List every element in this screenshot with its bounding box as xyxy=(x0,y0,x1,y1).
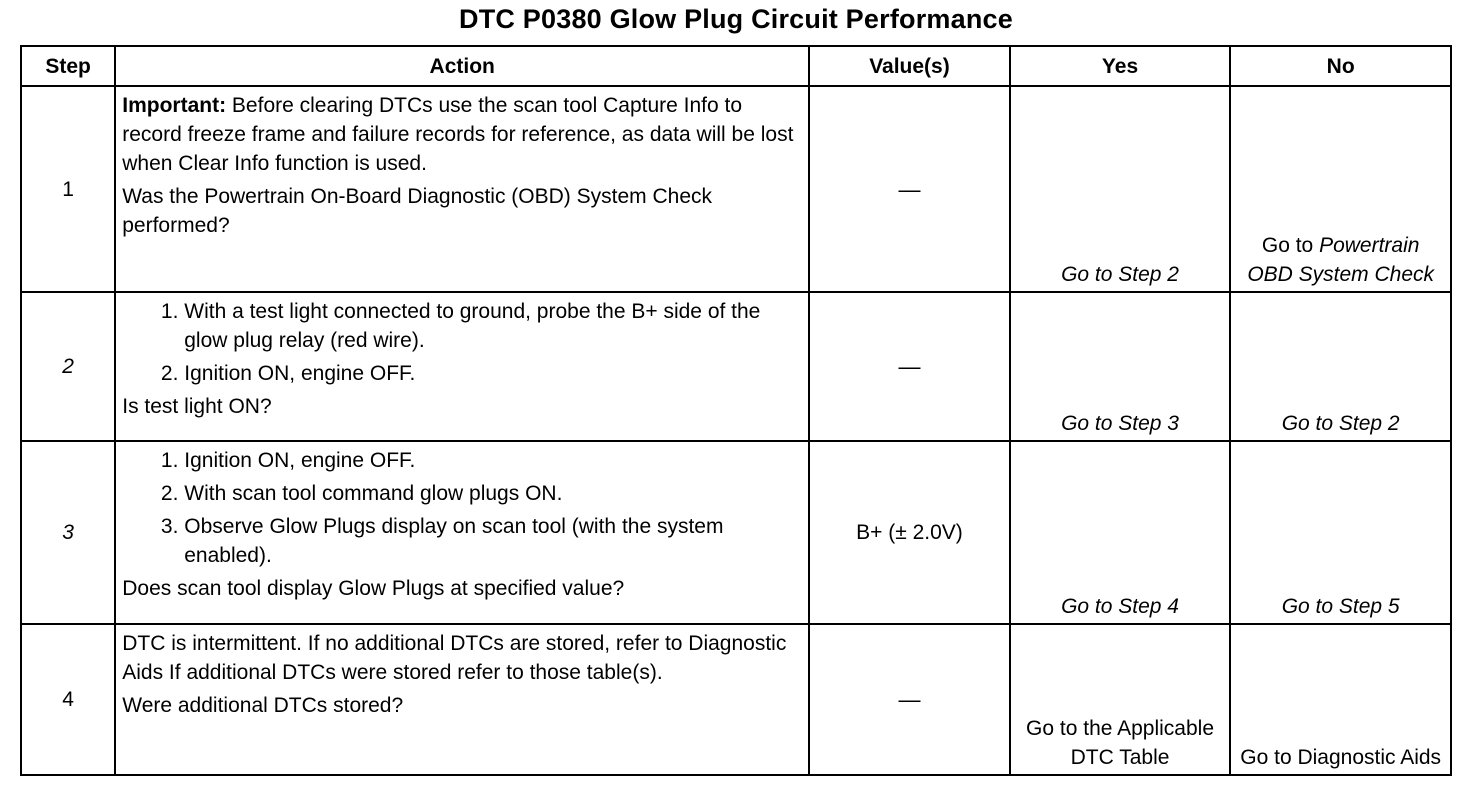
action-steps xyxy=(122,297,800,388)
action-cell xyxy=(115,292,809,441)
yes-cell: Go to Step 3 xyxy=(1010,292,1231,441)
no-cell xyxy=(1230,86,1451,292)
action-step: 3. Observe Glow Plugs display on scan tool (with the system enabled). xyxy=(184,512,800,570)
action-cell xyxy=(115,624,809,775)
step-number: 4 xyxy=(21,624,115,775)
step-number: 1 xyxy=(21,86,115,292)
yes-cell: Go to the Applicable DTC Table xyxy=(1010,624,1231,775)
header-yes: Yes xyxy=(1010,46,1231,86)
table-row xyxy=(21,624,1451,775)
table-row xyxy=(21,86,1451,292)
action-question: Does scan tool display Glow Plugs at specified value? xyxy=(122,577,625,601)
table-row xyxy=(21,292,1451,441)
header-values: Value(s) xyxy=(809,46,1010,86)
no-prefix: Go to xyxy=(1261,234,1320,258)
action-cell xyxy=(115,441,809,624)
step-number: 2 xyxy=(21,292,115,441)
important-note xyxy=(122,91,800,178)
action-question: Was the Powertrain On-Board Diagnostic (OBD) System Check performed? xyxy=(122,185,713,237)
no-cell: Go to Diagnostic Aids xyxy=(1230,624,1451,775)
page-title: DTC P0380 Glow Plug Circuit Performance xyxy=(459,4,1013,34)
header-step: Step xyxy=(21,46,115,86)
header-no: No xyxy=(1230,46,1451,86)
action-question: Were additional DTCs stored? xyxy=(122,694,404,718)
important-label: Important: xyxy=(122,94,227,117)
action-steps xyxy=(122,446,800,570)
action-question: Is test light ON? xyxy=(122,395,272,419)
action-text: DTC is intermittent. If no additional DTCs are stored, refer to Diagnostic Aids If additional DTCs were stored refer to those table(s). xyxy=(122,632,787,685)
header-action: Action xyxy=(115,46,809,86)
action-cell xyxy=(115,86,809,292)
yes-cell: Go to Step 4 xyxy=(1010,441,1231,624)
important-text: Before clearing DTCs use the scan tool Capture Info to record freeze frame and failure records for reference, as data will be lost when Clear Info function is used. xyxy=(122,94,794,175)
yes-cell: Go to Step 2 xyxy=(1010,86,1231,292)
action-step: 1. Ignition ON, engine OFF. xyxy=(184,446,800,475)
action-step: 1. With a test light connected to ground, probe the B+ side of the glow plug relay (red wire). xyxy=(184,297,800,355)
no-cell: Go to Step 5 xyxy=(1230,441,1451,624)
action-step: 2. With scan tool command glow plugs ON. xyxy=(184,479,800,508)
no-cell: Go to Step 2 xyxy=(1230,292,1451,441)
value-cell: — xyxy=(809,86,1010,292)
value-cell: B+ (± 2.0V) xyxy=(809,441,1010,624)
step-number: 3 xyxy=(21,441,115,624)
action-step: 2. Ignition ON, engine OFF. xyxy=(184,359,800,388)
table-row xyxy=(21,441,1451,624)
diagnostic-table xyxy=(20,45,1452,776)
value-cell: — xyxy=(809,292,1010,441)
value-cell: — xyxy=(809,624,1010,775)
no-link-text: Powertrain OBD System Check xyxy=(1247,234,1435,287)
header-row xyxy=(21,46,1451,86)
